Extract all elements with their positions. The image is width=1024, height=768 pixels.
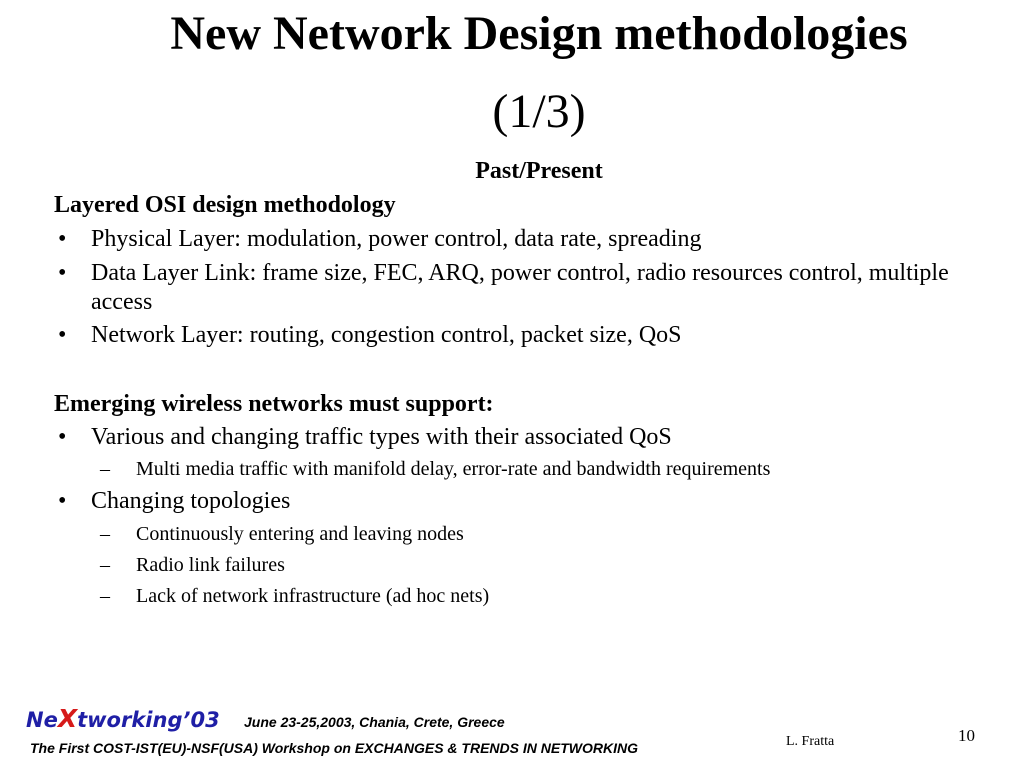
dash-marker: –: [100, 523, 110, 545]
logo-text-part1: Ne: [26, 708, 58, 732]
slide-subtitle: (1/3): [492, 85, 586, 138]
slide-number: 10: [958, 726, 975, 745]
bullet-text: Network Layer: routing, congestion control, packet size, QoS: [91, 322, 682, 348]
slide-title: New Network Design methodologies: [170, 7, 908, 60]
bullet-marker: •: [58, 424, 67, 450]
footer-date-location: June 23-25,2003, Chania, Crete, Greece: [244, 714, 505, 730]
dash-marker: –: [100, 585, 110, 607]
logo-text-part2: tworking’03: [77, 708, 220, 732]
sub-item-text: Continuously entering and leaving nodes: [136, 523, 464, 545]
bullet-marker: •: [58, 322, 67, 348]
past-heading: Layered OSI design methodology: [54, 192, 396, 218]
dash-marker: –: [100, 554, 110, 576]
sub-item-text: Multi media traffic with manifold delay, error-rate and bandwidth requirements: [136, 458, 771, 480]
logo-x-letter: X: [57, 704, 78, 733]
section-label: Past/Present: [475, 158, 603, 184]
sub-item-text: Radio link failures: [136, 554, 285, 576]
footer-author: L. Fratta: [786, 734, 835, 749]
dash-marker: –: [100, 458, 110, 480]
sub-item-text: Lack of network infrastructure (ad hoc nets): [136, 585, 490, 607]
bullet-text: Physical Layer: modulation, power control, data rate, spreading: [91, 226, 702, 252]
bullet-text: Changing topologies: [91, 488, 291, 514]
nextworking-logo: [26, 704, 220, 733]
bullet-marker: •: [58, 226, 67, 252]
bullet-text: Various and changing traffic types with their associated QoS: [91, 424, 672, 450]
emerging-heading: Emerging wireless networks must support:: [54, 391, 494, 417]
bullet-text: Data Layer Link: frame size, FEC, ARQ, power control, radio resources control, multiple access: [91, 260, 949, 315]
bullet-marker: •: [58, 260, 67, 286]
footer-workshop-name: The First COST-IST(EU)-NSF(USA) Workshop on EXCHANGES & TRENDS IN NETWORKING: [30, 740, 638, 756]
bullet-marker: •: [58, 488, 67, 514]
